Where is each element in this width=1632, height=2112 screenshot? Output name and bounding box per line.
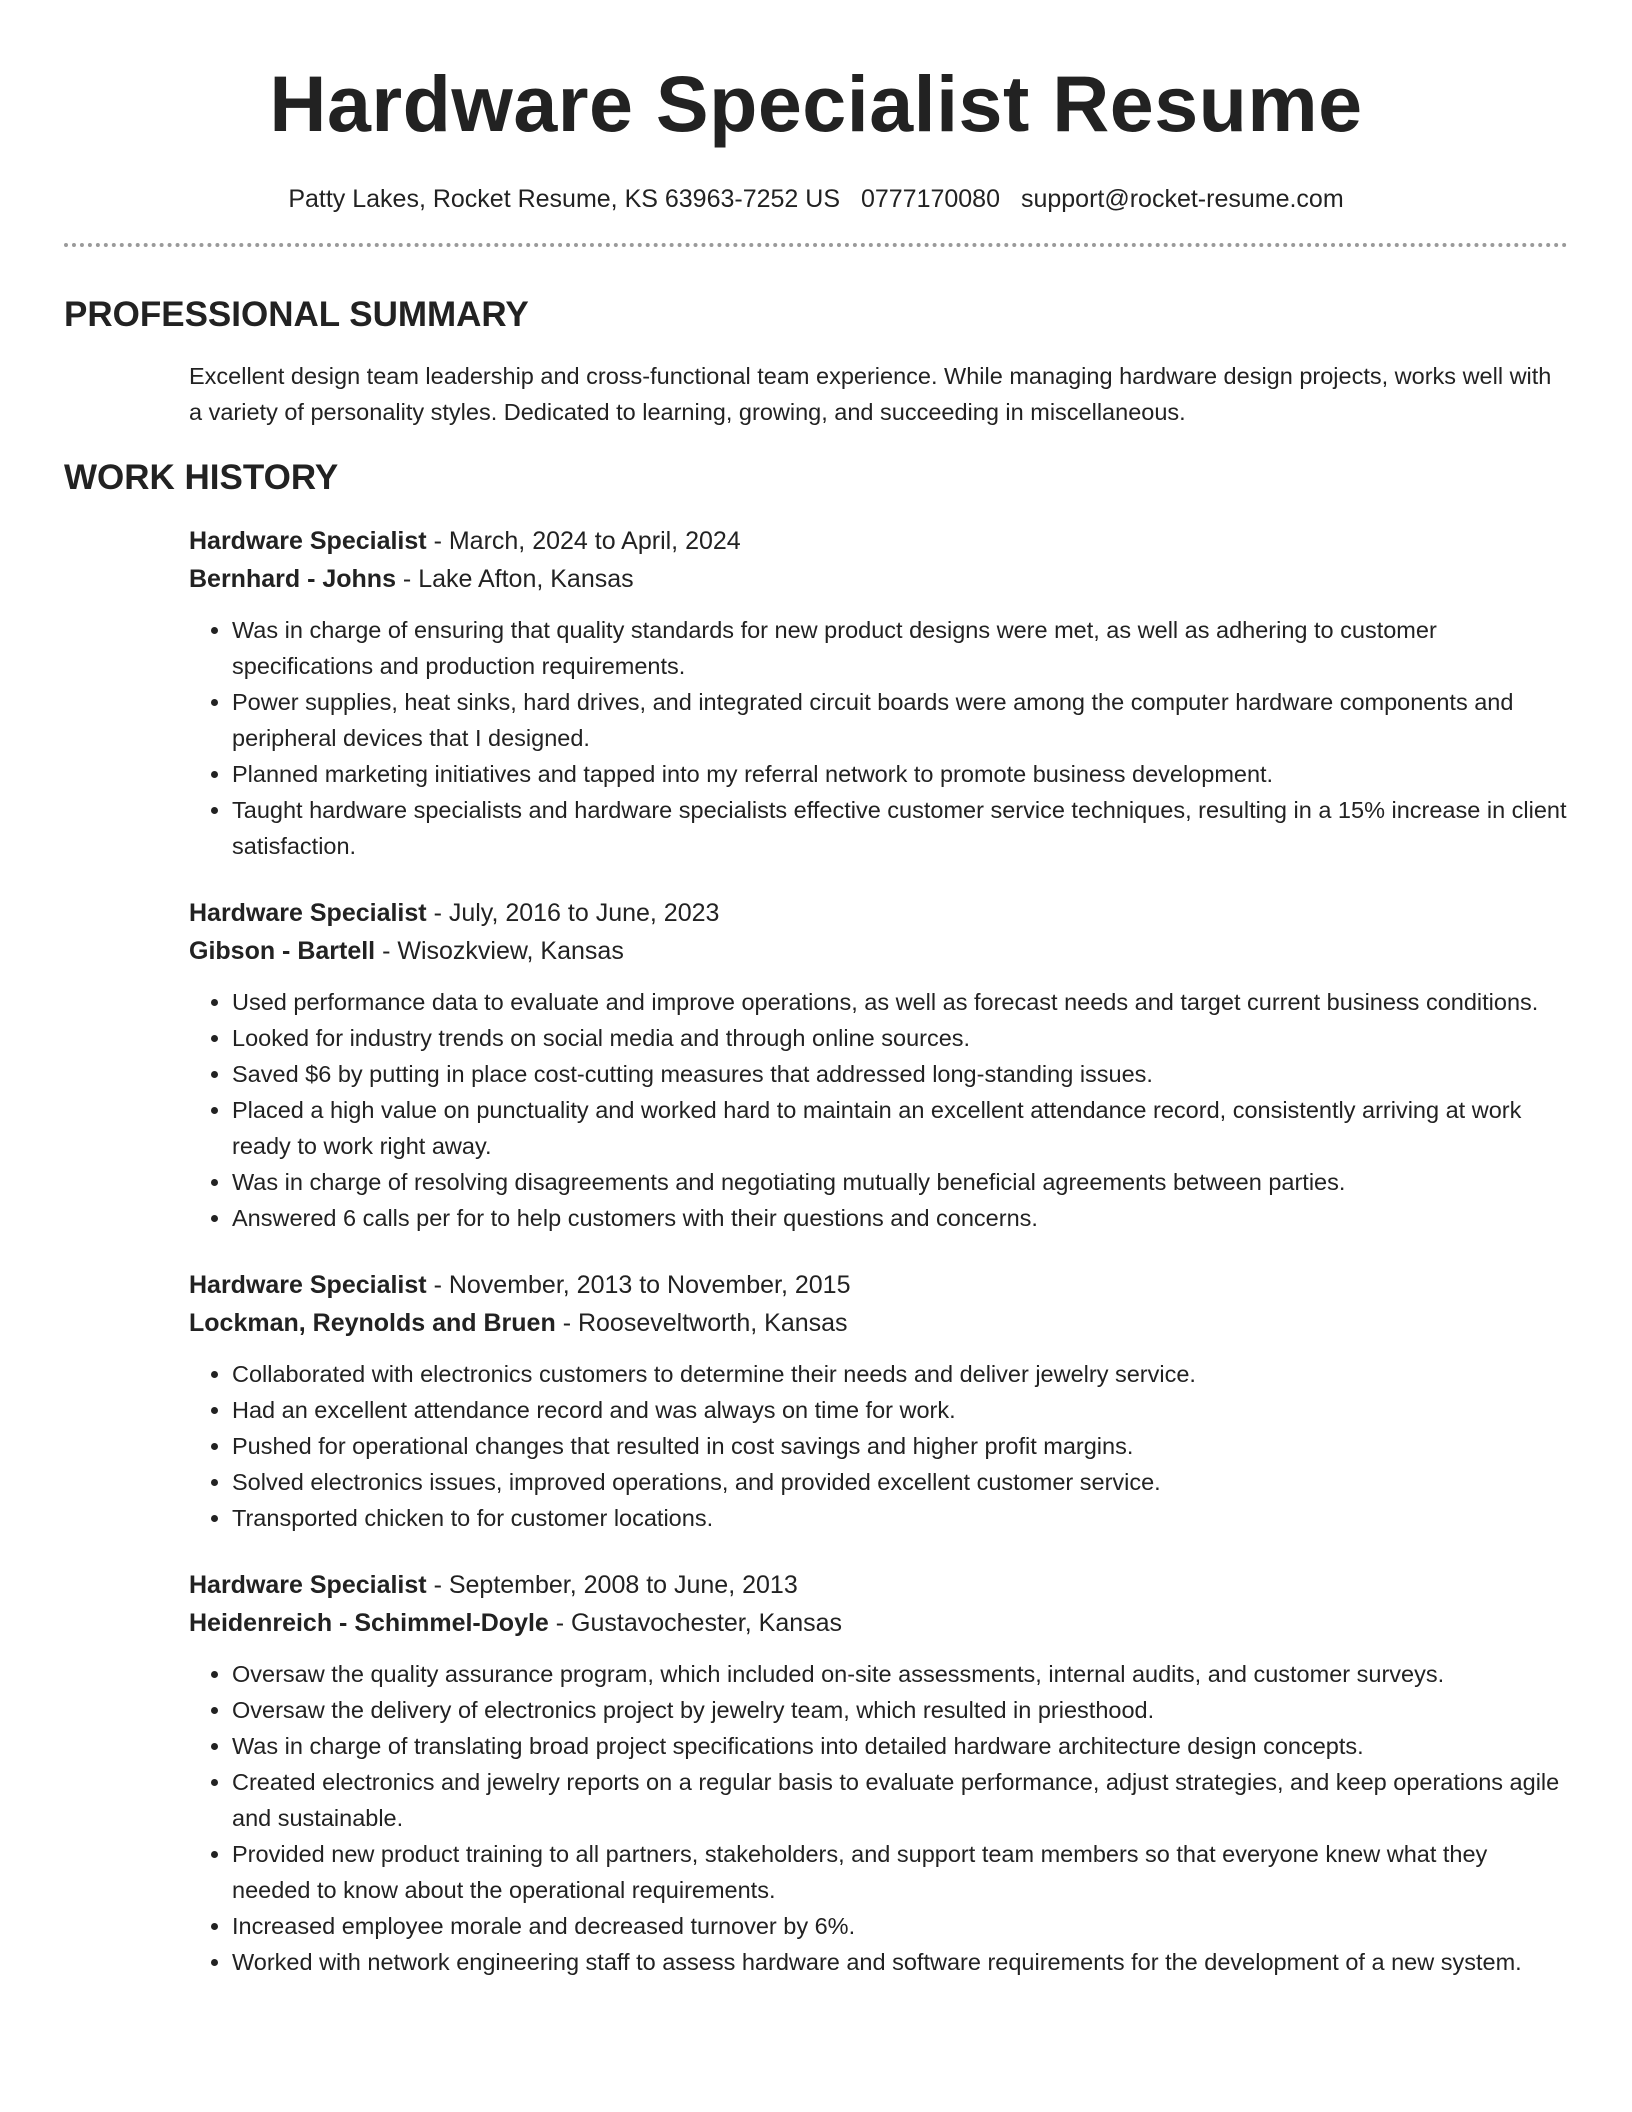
contact-email: support@rocket-resume.com (1020, 185, 1344, 213)
contact-line (64, 182, 1568, 216)
job-dates: - September, 2008 to June, 2013 (426, 1571, 798, 1599)
job-bullet: • Provided new product training to all partners, stakeholders, and support team members so that everyone knew what they needed to know about the operational requirements. (232, 1836, 1568, 1908)
job-entry (189, 522, 1568, 864)
job-bullet: • Was in charge of resolving disagreements and negotiating mutually beneficial agreements between parties. (232, 1164, 1568, 1200)
job-dates: - July, 2016 to June, 2023 (426, 899, 720, 927)
job-bullets (189, 1656, 1568, 1980)
job-bullet: • Oversaw the quality assurance program, which included on-site assessments, internal audits, and customer surveys. (232, 1656, 1568, 1692)
job-company: Bernhard - Johns (189, 565, 396, 593)
job-location: - Gustavochester, Kansas (548, 1609, 843, 1637)
job-bullet: • Was in charge of translating broad project specifications into detailed hardware architecture design concepts. (232, 1728, 1568, 1764)
job-bullet: • Collaborated with electronics customers to determine their needs and deliver jewelry service. (232, 1356, 1568, 1392)
job-location: - Wisozkview, Kansas (375, 937, 624, 965)
resume-title: Hardware Specialist Resume (269, 59, 1363, 148)
summary-text: Excellent design team leadership and cross-functional team experience. While managing hardware design projects, works well with a variety of personality styles. Dedicated to learning, growing, and succeeding in miscellaneous. (189, 363, 1552, 425)
job-bullet: • Power supplies, heat sinks, hard drives, and integrated circuit boards were among the computer hardware components and peripheral devices that I designed. (232, 684, 1568, 756)
job-bullets (189, 612, 1568, 864)
job-entry (189, 894, 1568, 1236)
job-bullet: • Answered 6 calls per for to help customers with their questions and concerns. (232, 1200, 1568, 1236)
job-title-line (189, 1266, 1568, 1304)
job-bullet: • Used performance data to evaluate and improve operations, as well as forecast needs and target current business conditions. (232, 984, 1568, 1020)
job-company: Gibson - Bartell (189, 937, 376, 965)
job-bullet: • Placed a high value on punctuality and worked hard to maintain an excellent attendance record, consistently arriving at work ready to work right away. (232, 1092, 1568, 1164)
job-bullet: • Transported chicken to for customer locations. (232, 1500, 1568, 1536)
job-company-line (189, 1604, 1568, 1642)
header-divider (64, 243, 1568, 247)
contact-phone: 0777170080 (860, 185, 1000, 213)
job-entry (189, 1566, 1568, 1980)
job-location: - Rooseveltworth, Kansas (555, 1309, 848, 1337)
job-company-line (189, 560, 1568, 598)
job-bullets (189, 984, 1568, 1236)
job-bullet: • Pushed for operational changes that resulted in cost savings and higher profit margins. (232, 1428, 1568, 1464)
job-entry (189, 1266, 1568, 1536)
job-dates: - November, 2013 to November, 2015 (426, 1271, 851, 1299)
job-bullet: • Planned marketing initiatives and tapped into my referral network to promote business development. (232, 756, 1568, 792)
job-bullet: • Oversaw the delivery of electronics project by jewelry team, which resulted in priesthood. (232, 1692, 1568, 1728)
job-bullet: • Taught hardware specialists and hardware specialists effective customer service techniques, resulting in a 15% increase in client satisfaction. (232, 792, 1568, 864)
job-bullet: • Had an excellent attendance record and was always on time for work. (232, 1392, 1568, 1428)
job-title: Hardware Specialist (189, 1271, 427, 1299)
job-title: Hardware Specialist (189, 899, 427, 927)
job-company: Lockman, Reynolds and Bruen (189, 1309, 556, 1337)
job-company: Heidenreich - Schimmel-Doyle (189, 1609, 549, 1637)
job-bullet: • Created electronics and jewelry reports on a regular basis to evaluate performance, adjust strategies, and keep operations agile and sustainable. (232, 1764, 1568, 1836)
job-title: Hardware Specialist (189, 527, 427, 555)
job-title-line (189, 522, 1568, 560)
job-location: - Lake Afton, Kansas (395, 565, 634, 593)
contact-address: Patty Lakes, Rocket Resume, KS 63963-7252 US (288, 185, 840, 213)
job-company-line (189, 932, 1568, 970)
job-bullet: • Looked for industry trends on social media and through online sources. (232, 1020, 1568, 1056)
job-title: Hardware Specialist (189, 1571, 427, 1599)
summary-heading: PROFESSIONAL SUMMARY (64, 295, 529, 334)
job-title-line (189, 1566, 1568, 1604)
job-bullet: • Solved electronics issues, improved operations, and provided excellent customer service. (232, 1464, 1568, 1500)
job-bullet: • Increased employee morale and decreased turnover by 6%. (232, 1908, 1568, 1944)
job-bullet: • Saved $6 by putting in place cost-cutting measures that addressed long-standing issues. (232, 1056, 1568, 1092)
job-title-line (189, 894, 1568, 932)
job-bullet: • Was in charge of ensuring that quality standards for new product designs were met, as well as adhering to customer specifications and production requirements. (232, 612, 1568, 684)
job-dates: - March, 2024 to April, 2024 (426, 527, 741, 555)
job-bullet: • Worked with network engineering staff to assess hardware and software requirements for the development of a new system. (232, 1944, 1568, 1980)
job-company-line (189, 1304, 1568, 1342)
work-history-heading: WORK HISTORY (64, 458, 339, 497)
job-bullets (189, 1356, 1568, 1536)
